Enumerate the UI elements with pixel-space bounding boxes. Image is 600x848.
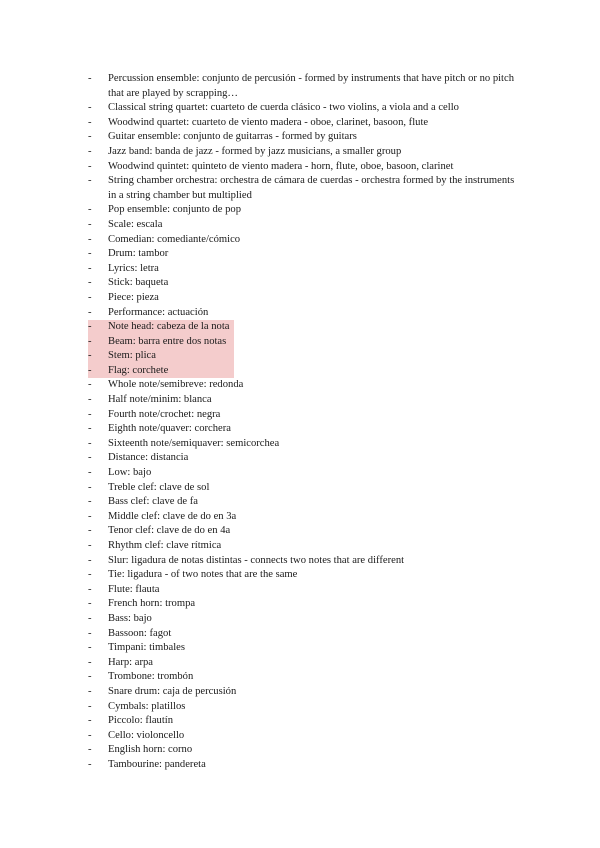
list-item-text: Snare drum: caja de percusión <box>108 685 237 697</box>
bullet-dash: - <box>88 612 92 624</box>
list-item-text: Tenor clef: clave de do en 4a <box>108 525 231 537</box>
bullet-dash: - <box>88 233 92 245</box>
bullet-dash: - <box>88 554 92 566</box>
list-item-text: Lyrics: letra <box>108 262 159 274</box>
list-item <box>88 437 518 452</box>
list-item-text: Performance: actuación <box>108 306 209 318</box>
list-item-text: Half note/minim: blanca <box>108 394 212 406</box>
list-item <box>88 306 518 321</box>
list-item-text: String chamber orchestra: orchestra de cámara de cuerdas - orchestra formed by the instruments in a string chamber but multiplied <box>108 175 515 201</box>
bullet-dash: - <box>88 364 92 376</box>
bullet-dash: - <box>88 277 92 289</box>
list-item-text: Cymbals: platillos <box>108 700 186 712</box>
bullet-dash: - <box>88 758 92 770</box>
bullet-dash: - <box>88 671 92 683</box>
bullet-dash: - <box>88 540 92 551</box>
list-item-text: Jazz band: banda de jazz - formed by jazz musicians, a smaller group <box>108 145 402 157</box>
bullet-dash: - <box>88 408 92 420</box>
list-item-text: Harp: arpa <box>108 656 153 668</box>
list-item <box>88 481 518 496</box>
bullet-dash: - <box>88 394 92 406</box>
list-item <box>88 218 518 233</box>
list-item-text: Low: bajo <box>108 467 152 479</box>
list-item <box>88 656 518 671</box>
highlighted-list-item <box>88 335 234 350</box>
bullet-dash: - <box>88 642 92 654</box>
list-item-text: Trombone: trombón <box>108 671 194 683</box>
bullet-dash: - <box>88 262 92 274</box>
bullet-dash: - <box>88 744 92 756</box>
bullet-dash: - <box>88 700 92 712</box>
list-item <box>88 568 518 583</box>
bullet-dash: - <box>88 437 92 449</box>
vocabulary-list <box>88 72 518 773</box>
bullet-dash: - <box>88 131 92 143</box>
bullet-dash: - <box>88 335 92 347</box>
list-item-text: Guitar ensemble: conjunto de guitarras - formed by guitars <box>108 131 357 143</box>
bullet-dash: - <box>88 569 92 581</box>
list-item <box>88 247 518 262</box>
highlighted-list-item <box>88 364 234 379</box>
list-item-text: Classical string quartet: cuarteto de cuerda clásico - two violins, a viola and a cello <box>108 102 459 114</box>
bullet-dash: - <box>88 116 92 128</box>
list-item-text: Sixteenth note/semiquaver: semicorchea <box>108 437 280 449</box>
list-item <box>88 466 518 481</box>
list-item <box>88 641 518 656</box>
list-item-text: French horn: trompa <box>108 598 196 610</box>
list-item <box>88 291 518 306</box>
bullet-dash: - <box>88 73 92 84</box>
list-item <box>88 116 518 131</box>
list-item-text: Slur: ligadura de notas distintas - connects two notes that are different <box>108 554 405 566</box>
highlighted-list-item <box>88 349 234 364</box>
list-item-text: Percussion ensemble: conjunto de percusión - formed by instruments that have pitch or no pitch that are played by scrapping… <box>108 73 515 99</box>
list-item <box>88 670 518 685</box>
list-item <box>88 685 518 700</box>
bullet-dash: - <box>88 204 92 216</box>
bullet-dash: - <box>88 350 92 362</box>
list-item <box>88 408 518 423</box>
list-item <box>88 160 518 175</box>
bullet-dash: - <box>88 218 92 230</box>
list-item-text: Woodwind quintet: quinteto de viento madera - horn, flute, oboe, basoon, clarinet <box>108 160 454 172</box>
list-item-text: Bassoon: fagot <box>108 627 172 639</box>
list-item <box>88 714 518 729</box>
list-item-text: Scale: escala <box>108 218 163 230</box>
list-item <box>88 393 518 408</box>
list-item-text: Woodwind quartet: cuarteto de viento madera - oboe, clarinet, basoon, flute <box>108 116 429 128</box>
bullet-dash: - <box>88 715 92 727</box>
list-item <box>88 276 518 291</box>
list-item <box>88 145 518 160</box>
list-item <box>88 524 518 539</box>
bullet-dash: - <box>88 306 92 318</box>
bullet-dash: - <box>88 291 92 303</box>
highlighted-list-item <box>88 320 234 335</box>
bullet-dash: - <box>88 248 92 260</box>
list-item <box>88 554 518 569</box>
list-item <box>88 583 518 598</box>
list-item-text: Tambourine: pandereta <box>108 758 206 770</box>
list-item <box>88 262 518 277</box>
list-item <box>88 101 518 116</box>
list-item-text: Fourth note/crochet: negra <box>108 408 221 420</box>
list-item <box>88 612 518 627</box>
list-item <box>88 700 518 715</box>
list-item-text: Beam: barra entre dos notas <box>108 335 227 347</box>
list-item-text: Eighth note/quaver: corchera <box>108 423 231 435</box>
bullet-dash: - <box>88 496 92 508</box>
list-item-text: Flag: corchete <box>108 364 169 376</box>
bullet-dash: - <box>88 656 92 668</box>
list-item <box>88 729 518 744</box>
list-item <box>88 72 518 101</box>
list-item-text: Bass clef: clave de fa <box>108 496 199 508</box>
list-item-text: Middle clef: clave de do en 3a <box>108 510 237 522</box>
list-item-text: Comedian: comediante/cómico <box>108 233 241 245</box>
list-item-text: Rhythm clef: clave rítmica <box>108 540 222 551</box>
bullet-dash: - <box>88 423 92 435</box>
bullet-dash: - <box>88 729 92 741</box>
list-item-text: Whole note/semibreve: redonda <box>108 379 244 391</box>
list-item <box>88 495 518 510</box>
list-item <box>88 451 518 466</box>
bullet-dash: - <box>88 525 92 537</box>
bullet-dash: - <box>88 481 92 493</box>
list-item-text: Bass: bajo <box>108 612 152 624</box>
bullet-dash: - <box>88 175 92 187</box>
list-item <box>88 597 518 612</box>
list-item <box>88 422 518 437</box>
list-item-text: English horn: corno <box>108 744 193 756</box>
list-item <box>88 510 518 525</box>
list-item-text: Timpani: timbales <box>108 642 186 654</box>
list-item <box>88 203 518 218</box>
bullet-dash: - <box>88 102 92 114</box>
bullet-dash: - <box>88 583 92 595</box>
bullet-dash: - <box>88 145 92 157</box>
bullet-dash: - <box>88 321 92 333</box>
list-item-text: Piccolo: flautín <box>108 715 174 727</box>
list-item <box>88 539 518 554</box>
list-item <box>88 378 518 393</box>
list-item <box>88 130 518 145</box>
list-item-text: Tie: ligadura - of two notes that are the same <box>108 569 298 581</box>
list-item-text: Flute: flauta <box>108 583 160 595</box>
list-item <box>88 627 518 642</box>
list-item-text: Stick: baqueta <box>108 277 169 289</box>
list-item <box>88 758 518 773</box>
bullet-dash: - <box>88 510 92 522</box>
list-item-text: Cello: violoncello <box>108 729 185 741</box>
list-item-text: Distance: distancia <box>108 452 189 464</box>
bullet-dash: - <box>88 598 92 610</box>
bullet-dash: - <box>88 467 92 479</box>
list-item-text: Treble clef: clave de sol <box>108 481 210 493</box>
list-item-text: Piece: pieza <box>108 291 159 303</box>
bullet-dash: - <box>88 627 92 639</box>
bullet-dash: - <box>88 160 92 172</box>
bullet-dash: - <box>88 379 92 391</box>
list-item-text: Note head: cabeza de la nota <box>108 321 230 333</box>
list-item-text: Drum: tambor <box>108 248 169 260</box>
list-item <box>88 174 518 203</box>
bullet-dash: - <box>88 685 92 697</box>
list-item <box>88 233 518 248</box>
list-item-text: Pop ensemble: conjunto de pop <box>108 204 241 216</box>
list-item <box>88 743 518 758</box>
bullet-dash: - <box>88 452 92 464</box>
list-item-text: Stem: plica <box>108 350 156 362</box>
